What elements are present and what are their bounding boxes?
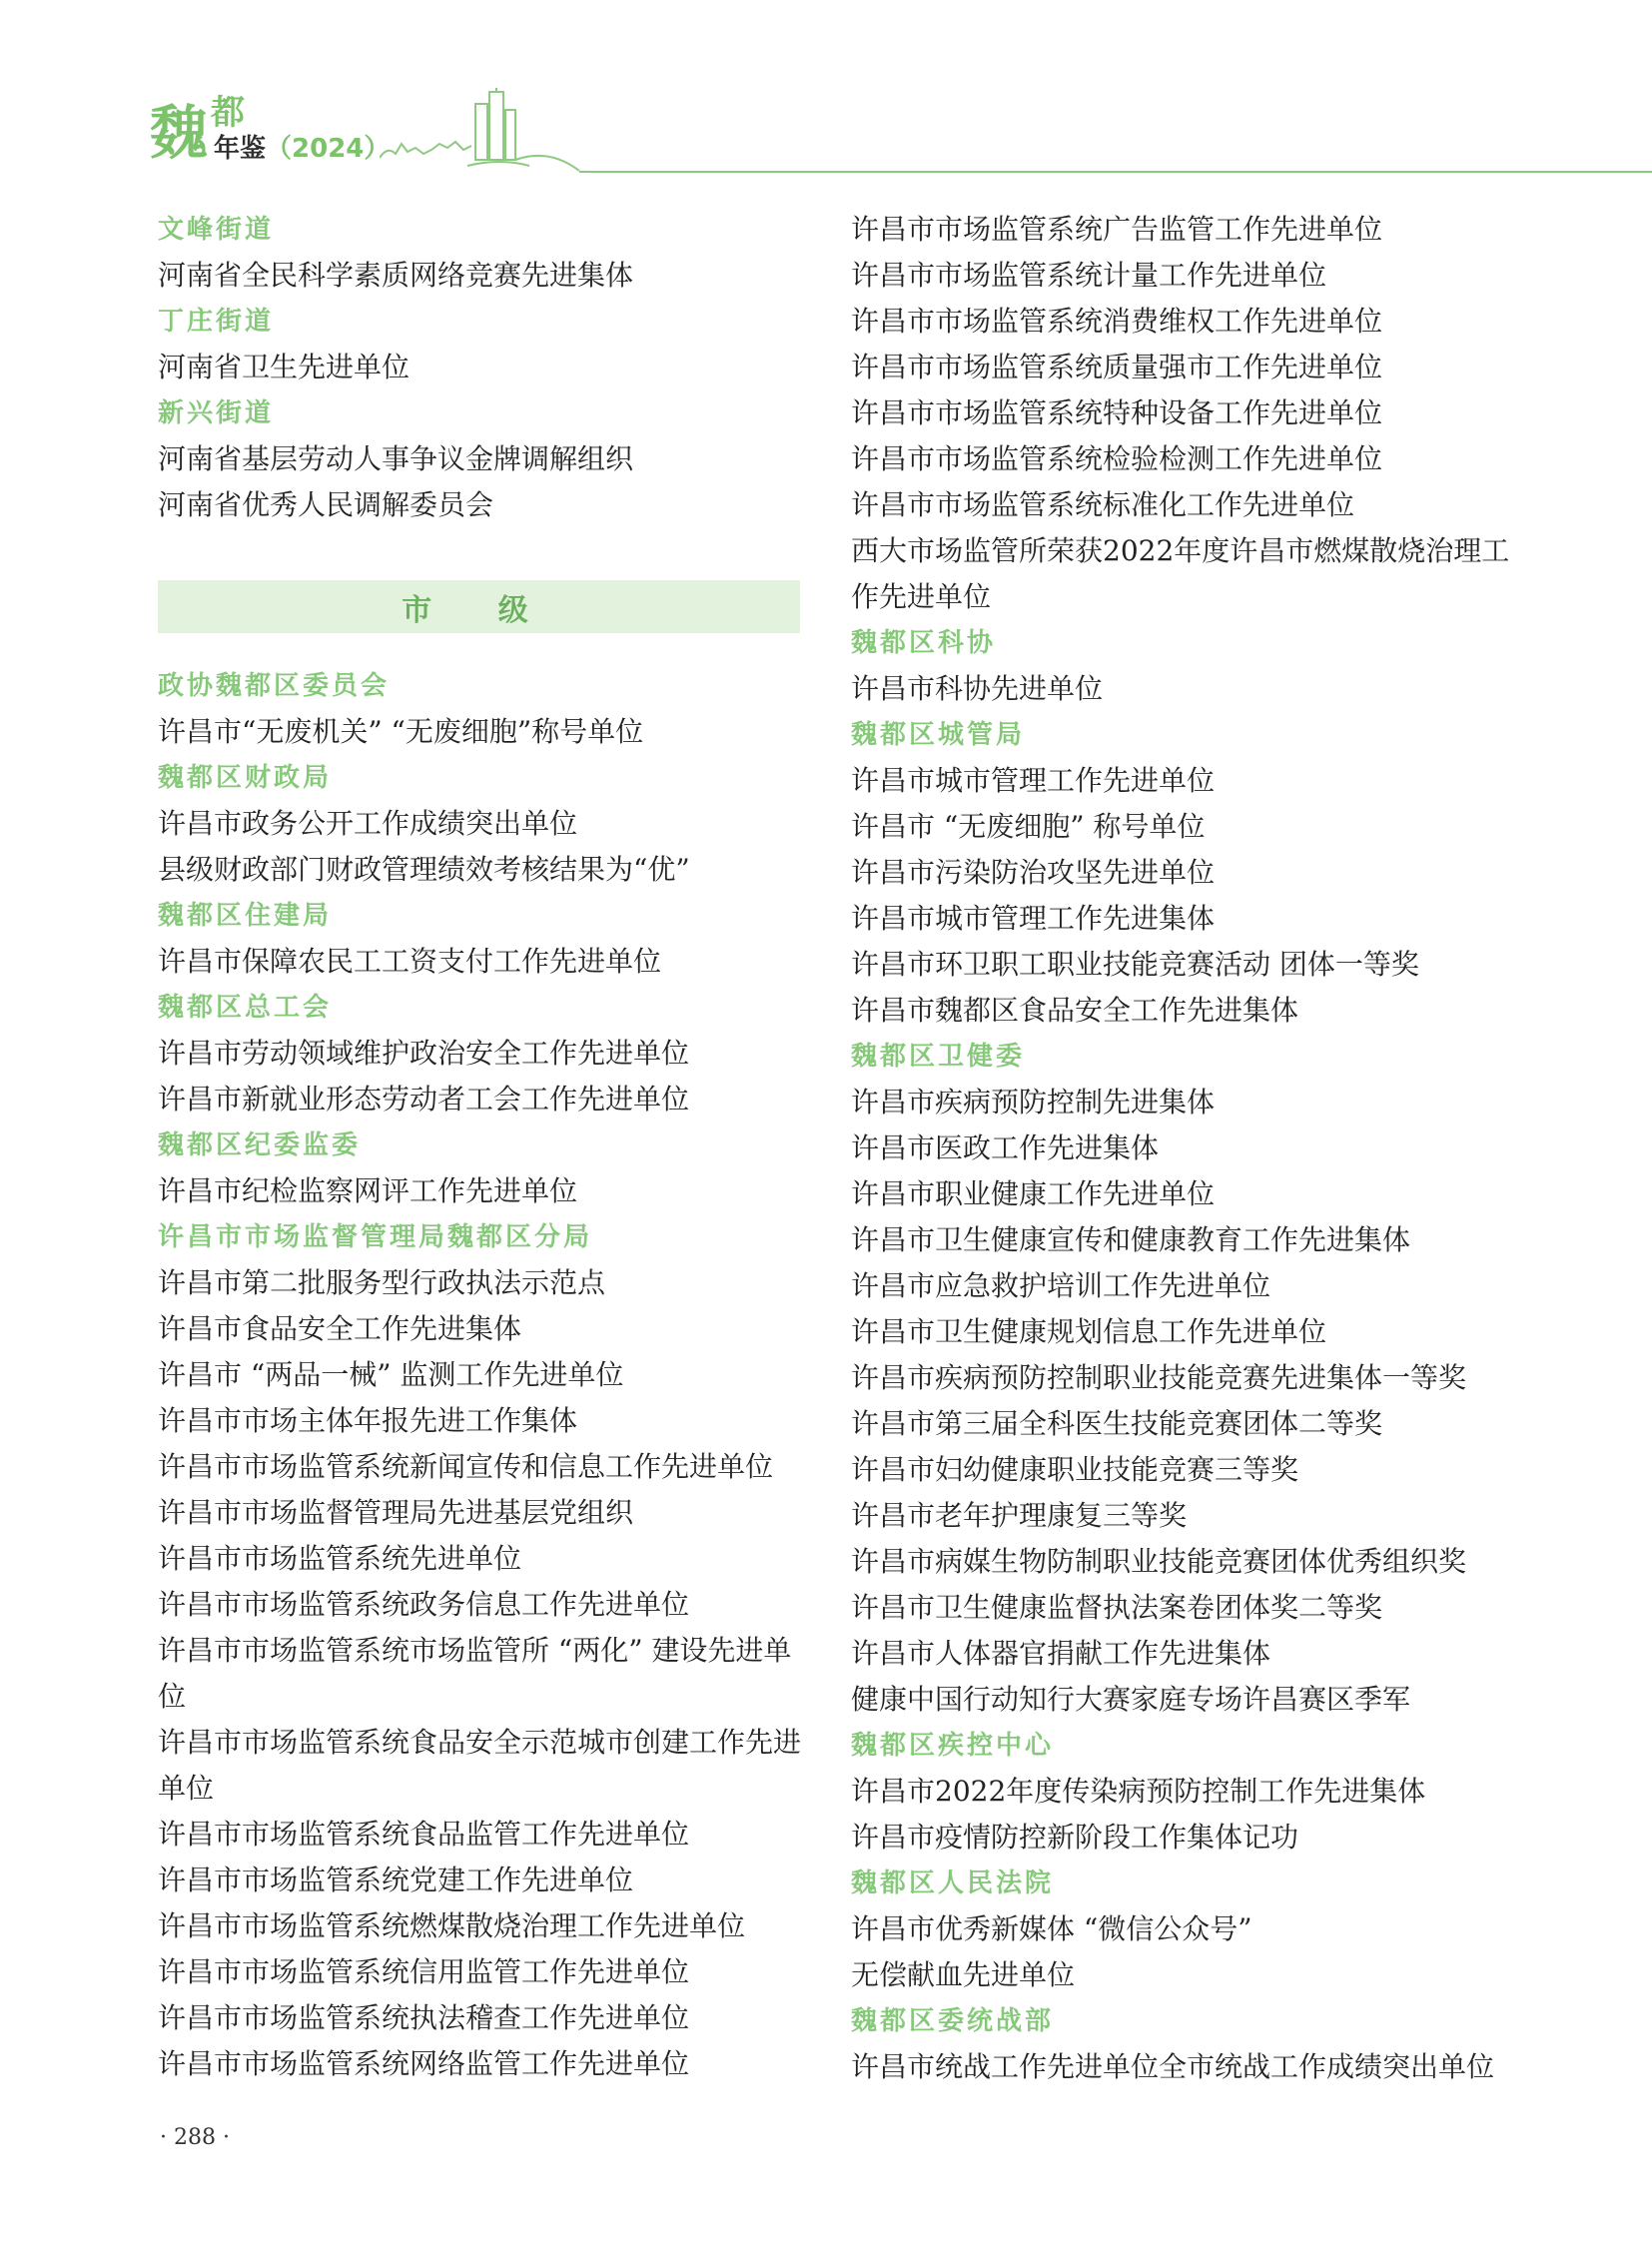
award-item: 许昌市市场监管系统检验检测工作先进单位: [851, 442, 1383, 475]
award-item: 许昌市妇幼健康职业技能竞赛三等奖: [851, 1453, 1299, 1486]
org-heading: 文峰街道: [158, 215, 275, 245]
award-item: 县级财政部门财政管理绩效考核结果为“优”: [158, 853, 690, 886]
award-item: 许昌市市场监管系统特种设备工作先进单位: [851, 396, 1383, 429]
award-item: 许昌市老年护理康复三等奖: [851, 1499, 1188, 1532]
page-header: [0, 0, 1652, 180]
award-item: 许昌市医政工作先进集体: [851, 1131, 1160, 1164]
award-item: 许昌市污染防治攻坚先进单位: [851, 856, 1216, 889]
award-item: 河南省全民科学素质网络竞赛先进集体: [158, 259, 634, 292]
award-item: 许昌市市场主体年报先进工作集体: [158, 1404, 578, 1437]
award-item: 许昌市市场监管系统质量强市工作先进单位: [851, 351, 1383, 383]
section-banner: 市 级: [158, 580, 800, 633]
org-heading: 魏都区科协: [851, 628, 997, 658]
page-number: · 288 ·: [160, 2125, 230, 2150]
org-group: [158, 893, 807, 985]
award-item: 健康中国行动知行大赛家庭专场许昌赛区季军: [851, 1683, 1411, 1716]
org-group: [851, 207, 1530, 620]
award-item: 许昌市市场监管系统执法稽查工作先进单位: [158, 2001, 690, 2034]
award-item: 许昌市疾病预防控制职业技能竞赛先进集体一等奖: [851, 1361, 1467, 1394]
logo-mark-small: 都: [211, 93, 245, 133]
skyline-icon: [380, 88, 589, 176]
award-item: 许昌市城市管理工作先进集体: [851, 902, 1216, 935]
award-item: 许昌市保障农民工工资支付工作先进单位: [158, 945, 662, 978]
award-item: 许昌市卫生健康宣传和健康教育工作先进集体: [851, 1223, 1411, 1256]
org-heading: 丁庄街道: [158, 307, 275, 337]
award-item: 许昌市 “无废细胞” 称号单位: [851, 810, 1206, 843]
yearbook-year: （2024）: [266, 134, 391, 164]
award-item: 许昌市病媒生物防制职业技能竞赛团体优秀组织奖: [851, 1545, 1467, 1578]
award-item: 许昌市市场监管系统新闻宣传和信息工作先进单位: [158, 1450, 774, 1483]
award-item: 许昌市第三届全科医生技能竞赛团体二等奖: [851, 1407, 1383, 1440]
award-item: 许昌市城市管理工作先进单位: [851, 764, 1216, 797]
org-heading: 魏都区财政局: [158, 763, 333, 793]
org-group: [851, 1861, 1530, 1998]
award-item: 许昌市优秀新媒体 “微信公众号”: [851, 1912, 1252, 1945]
award-item: 许昌市市场监管系统食品安全示范城市创建工作先进单位: [158, 1726, 802, 1805]
logo-mark: 魏: [150, 99, 209, 167]
award-item: 许昌市食品安全工作先进集体: [158, 1312, 522, 1345]
yearbook-label: 年鉴: [214, 134, 267, 164]
org-group: [158, 985, 807, 1122]
header-rule: [579, 171, 1652, 173]
org-group: [851, 712, 1530, 1034]
org-group: [851, 1723, 1530, 1861]
org-group: [158, 663, 807, 755]
right-column: [851, 207, 1530, 2090]
award-item: 许昌市纪检监察网评工作先进单位: [158, 1174, 578, 1207]
award-item: 许昌市“无废机关” “无废细胞”称号单位: [158, 715, 644, 748]
org-heading: 魏都区委统战部: [851, 2006, 1055, 2036]
award-item: 许昌市疾病预防控制先进集体: [851, 1086, 1216, 1119]
org-group: [158, 299, 807, 390]
left-column-city: [158, 663, 807, 2087]
award-item: 河南省卫生先进单位: [158, 351, 411, 383]
org-group: [158, 755, 807, 893]
org-heading: 许昌市市场监督管理局魏都区分局: [158, 1222, 593, 1252]
org-group: [158, 1214, 807, 2087]
award-item: 许昌市市场监管系统市场监管所 “两化” 建设先进单位: [158, 1634, 792, 1713]
award-item: 许昌市人体器官捐献工作先进集体: [851, 1637, 1271, 1670]
award-item: 许昌市市场监管系统信用监管工作先进单位: [158, 1955, 690, 1988]
award-item: 河南省优秀人民调解委员会: [158, 488, 494, 521]
org-heading: 魏都区总工会: [158, 993, 333, 1023]
award-item: 许昌市市场监管系统计量工作先进单位: [851, 259, 1327, 292]
org-heading: 魏都区卫健委: [851, 1042, 1026, 1072]
org-group: [851, 620, 1530, 712]
award-item: 许昌市政务公开工作成绩突出单位: [158, 807, 578, 840]
org-group: [851, 1998, 1530, 2090]
award-item: 许昌市市场监管系统广告监管工作先进单位: [851, 213, 1383, 246]
org-heading: 新兴街道: [158, 398, 275, 428]
award-item: 许昌市市场监管系统先进单位: [158, 1542, 522, 1575]
award-item: 许昌市统战工作先进单位全市统战工作成绩突出单位: [851, 2050, 1495, 2083]
award-item: 许昌市卫生健康规划信息工作先进单位: [851, 1315, 1327, 1348]
org-heading: 魏都区纪委监委: [158, 1130, 362, 1160]
yearbook-title: [214, 134, 390, 164]
award-item: 许昌市市场监管系统消费维权工作先进单位: [851, 305, 1383, 338]
award-item: 许昌市市场监督管理局先进基层党组织: [158, 1496, 634, 1529]
org-group: [851, 1034, 1530, 1723]
award-item: 许昌市市场监管系统党建工作先进单位: [158, 1864, 634, 1896]
org-heading: 魏都区住建局: [158, 901, 333, 931]
award-item: 河南省基层劳动人事争议金牌调解组织: [158, 442, 634, 475]
org-heading: 魏都区城管局: [851, 720, 1026, 750]
left-column: [158, 207, 807, 528]
award-item: 许昌市卫生健康监督执法案卷团体奖二等奖: [851, 1591, 1383, 1624]
award-item: 许昌市市场监管系统标准化工作先进单位: [851, 488, 1355, 521]
award-item: 许昌市职业健康工作先进单位: [851, 1177, 1216, 1210]
org-heading: 政协魏都区委员会: [158, 671, 391, 701]
award-item: 许昌市魏都区食品安全工作先进集体: [851, 994, 1299, 1027]
org-group: [158, 207, 807, 299]
award-item: 许昌市市场监管系统燃煤散烧治理工作先进单位: [158, 1909, 746, 1942]
award-item: 许昌市环卫职工职业技能竞赛活动 团体一等奖: [851, 948, 1419, 981]
award-item: 许昌市2022年度传染病预防控制工作先进集体: [851, 1775, 1426, 1808]
award-item: 许昌市新就业形态劳动者工会工作先进单位: [158, 1083, 690, 1116]
award-item: 无偿献血先进单位: [851, 1958, 1076, 1991]
award-item: 许昌市第二批服务型行政执法示范点: [158, 1266, 606, 1299]
org-heading: 魏都区人民法院: [851, 1868, 1055, 1898]
award-item: 许昌市科协先进单位: [851, 672, 1104, 705]
org-group: [158, 390, 807, 528]
award-item: 许昌市 “两品一械” 监测工作先进单位: [158, 1358, 624, 1391]
award-item: 许昌市市场监管系统政务信息工作先进单位: [158, 1588, 690, 1621]
award-item: 许昌市劳动领域维护政治安全工作先进单位: [158, 1037, 690, 1070]
award-item: 西大市场监管所荣获2022年度许昌市燃煤散烧治理工作先进单位: [851, 534, 1510, 613]
award-item: 许昌市疫情防控新阶段工作集体记功: [851, 1821, 1299, 1854]
award-item: 许昌市市场监管系统网络监管工作先进单位: [158, 2047, 690, 2080]
org-group: [158, 1122, 807, 1214]
award-item: 许昌市应急救护培训工作先进单位: [851, 1269, 1271, 1302]
award-item: 许昌市市场监管系统食品监管工作先进单位: [158, 1818, 690, 1851]
org-heading: 魏都区疾控中心: [851, 1731, 1055, 1761]
